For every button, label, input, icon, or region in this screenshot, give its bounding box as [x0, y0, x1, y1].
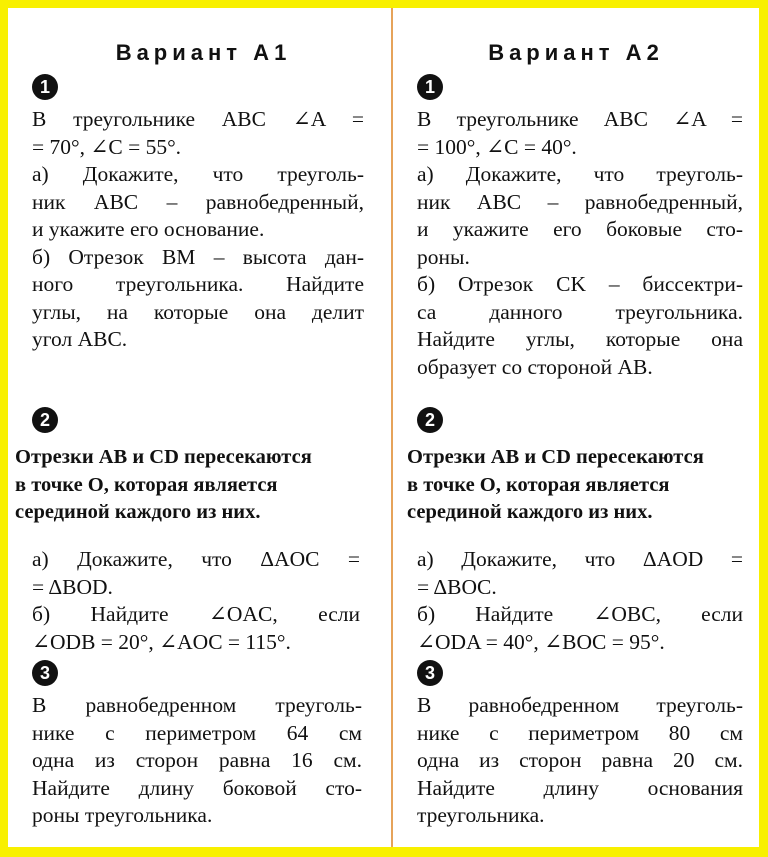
text-line: = 70°, ∠C = 55°.: [32, 134, 182, 159]
task-3-text: [417, 692, 743, 830]
worksheet: [8, 8, 759, 847]
text-line: Найдите длину боковой сто-: [32, 775, 362, 800]
task-1-badge: 1: [32, 74, 58, 100]
text-line: Отрезки AB и CD пересекаются: [407, 446, 704, 468]
task-1-text: [32, 106, 364, 354]
text-line: серединой каждого из них.: [407, 501, 653, 523]
text-line: В равнобедренном треуголь-: [32, 693, 362, 717]
text-line: роны треугольника.: [32, 803, 213, 827]
task-3-badge: 3: [32, 660, 58, 686]
task-1-badge: 1: [417, 74, 443, 100]
text-line: в точке O, которая является: [15, 473, 278, 496]
task-3-text: [32, 692, 362, 830]
text-line: са данного треугольника.: [417, 299, 743, 324]
task-2-questions: [32, 546, 360, 656]
text-line: серединой каждого из них.: [15, 501, 261, 523]
text-line: ∠ODA = 40°, ∠BOC = 95°.: [417, 629, 665, 654]
text-line: роны.: [417, 244, 470, 269]
text-line: В равнобедренном треуголь-: [417, 693, 743, 717]
text-line: ∠ODB = 20°, ∠AOC = 115°.: [32, 629, 291, 654]
text-line: Найдите углы, которые она: [417, 327, 743, 351]
task-2-badge: 2: [32, 407, 58, 433]
text-line: в точке O, которая является: [407, 473, 670, 496]
text-line: образует со стороной AB.: [417, 354, 653, 379]
text-line: ного треугольника. Найдите: [32, 272, 364, 296]
text-line: угол ABC.: [32, 327, 128, 351]
text-line: Отрезки AB и CD пересекаются: [15, 446, 312, 468]
task-1-text: [417, 106, 743, 381]
task-2-condition: [407, 444, 759, 527]
text-line: нике с периметром 64 см: [32, 720, 362, 745]
text-line: а) Докажите, что треуголь-: [417, 162, 743, 186]
text-line: одна из сторон равна 16 см.: [32, 748, 362, 772]
text-line: а) Докажите, что треуголь-: [32, 162, 364, 186]
text-line: ник ABC – равнобедренный,: [417, 189, 743, 214]
text-line: В треугольнике ABC ∠A =: [417, 107, 743, 131]
text-line: В треугольнике ABC ∠A =: [32, 107, 364, 131]
text-line: б) Отрезок BM – высота дан-: [32, 244, 364, 269]
text-line: = 100°, ∠C = 40°.: [417, 134, 577, 159]
task-2-condition: [15, 444, 387, 527]
text-line: = ΔBOD.: [32, 574, 113, 599]
text-line: б) Найдите ∠OAC, если: [32, 602, 360, 626]
text-line: Найдите длину основания: [417, 775, 743, 800]
variant-a2-column: [393, 8, 759, 847]
text-line: и укажите его основание.: [32, 217, 265, 241]
text-line: а) Докажите, что ΔAOD =: [417, 547, 743, 571]
text-line: нике с периметром 80 см: [417, 720, 743, 745]
text-line: ник ABC – равнобедренный,: [32, 189, 364, 214]
text-line: одна из сторон равна 20 см.: [417, 748, 743, 772]
text-line: треугольника.: [417, 803, 545, 827]
text-line: а) Докажите, что ΔAOC =: [32, 547, 360, 571]
task-2-badge: 2: [417, 407, 443, 433]
text-line: б) Найдите ∠OBC, если: [417, 602, 743, 626]
variant-a1-column: [8, 8, 391, 847]
variant-a1-title: Вариант А1: [115, 40, 292, 65]
text-line: = ΔBOC.: [417, 574, 497, 599]
task-2-questions: [417, 546, 743, 656]
task-3-badge: 3: [417, 660, 443, 686]
text-line: б) Отрезок CK – биссектри-: [417, 272, 743, 296]
text-line: и укажите его боковые сто-: [417, 217, 743, 241]
text-line: углы, на которые она делит: [32, 299, 364, 324]
variant-a2-title: Вариант А2: [488, 40, 664, 65]
